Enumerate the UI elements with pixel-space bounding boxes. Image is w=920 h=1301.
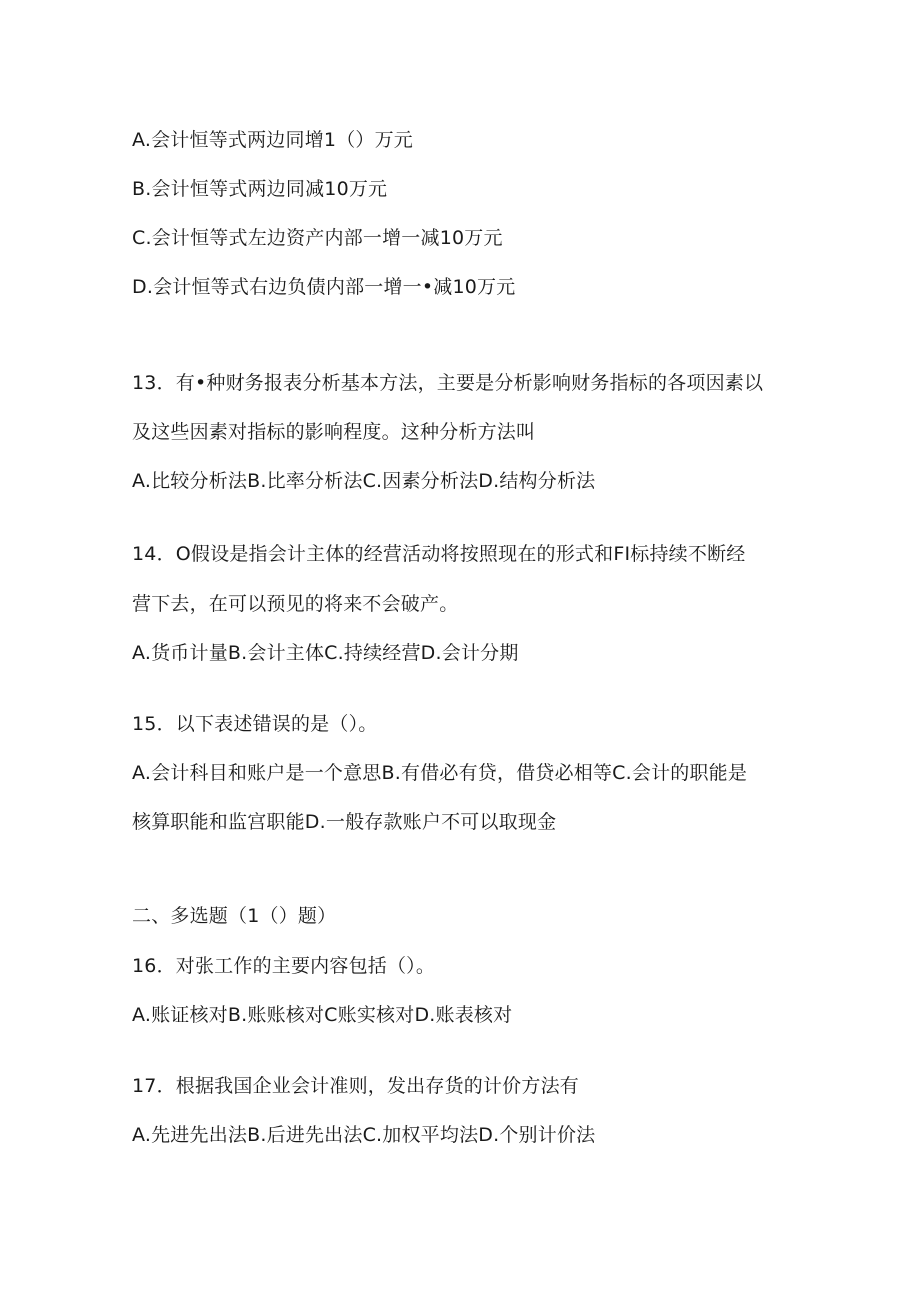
q16-stem: 16．对张工作的主要内容包括（）。 — [132, 955, 436, 977]
q13-stem-line1: 13．有•种财务报表分析基本方法，主要是分析影响财务指标的各项因素以 — [132, 372, 764, 394]
q12-option-d: D.会计恒等式右边负债内部一增一•减10万元 — [132, 276, 516, 298]
q17-options: A.先进先出法B.后进先出法C.加权平均法D.个别计价法 — [132, 1124, 596, 1146]
q17-stem: 17．根据我国企业会计准则，发出存货的计价方法有 — [132, 1075, 579, 1097]
q14-stem-line2: 营下去，在可以预见的将来不会破产。 — [132, 593, 459, 615]
q15-stem: 15．以下表述错误的是（）。 — [132, 713, 378, 735]
q14-options: A.货币计量B.会计主体C.持续经营D.会计分期 — [132, 642, 519, 664]
section-heading-multiple-choice: 二、多选题（1（）题） — [132, 905, 337, 927]
q14-stem-line1: 14．O假设是指会计主体的经营活动将按照现在的形式和FI标持续不断经 — [132, 543, 746, 565]
q16-options: A.账证核对B.账账核对C账实核对D.账表核对 — [132, 1004, 513, 1026]
q15-options-line2: 核算职能和监宫职能D.一般存款账户不可以取现金 — [132, 811, 557, 833]
q12-option-a: A.会计恒等式两边同增1（）万元 — [132, 129, 413, 151]
q13-stem-line2: 及这些因素对指标的影响程度。这种分析方法叫 — [132, 421, 536, 443]
q15-options-line1: A.会计科目和账户是一个意思B.有借必有贷，借贷必相等C.会计的职能是 — [132, 762, 748, 784]
q12-option-c: C.会计恒等式左边资产内部一增一减10万元 — [132, 227, 503, 249]
q13-options: A.比较分析法B.比率分析法C.因素分析法D.结构分析法 — [132, 470, 596, 492]
q12-option-b: B.会计恒等式两边同减10万元 — [132, 178, 388, 200]
